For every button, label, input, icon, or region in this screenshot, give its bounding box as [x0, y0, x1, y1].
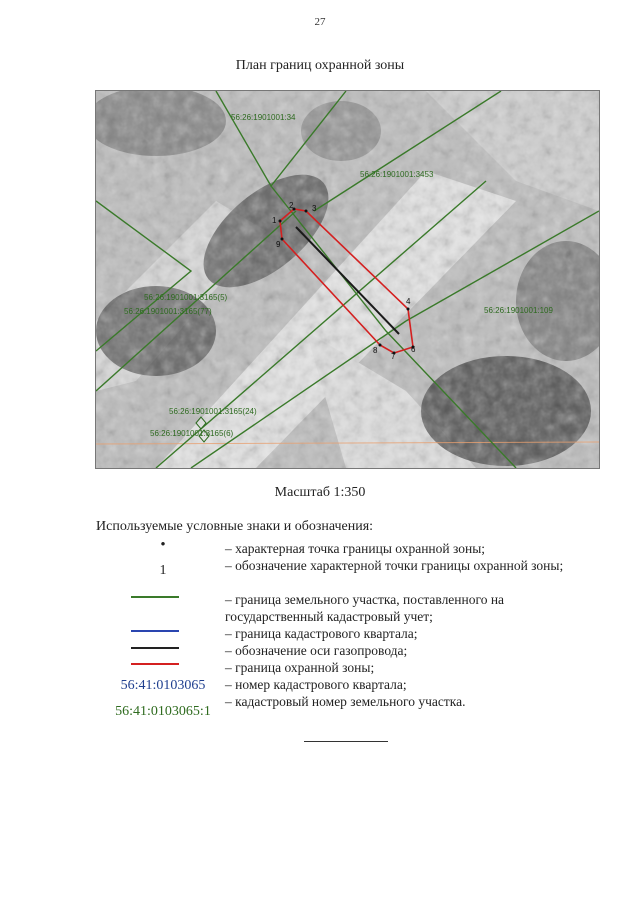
legend-parcel-boundary-line: [131, 596, 179, 598]
map-canvas: [96, 91, 599, 468]
point-label-7: 7: [391, 352, 396, 361]
parcel-label-5: 56:26:1901001:109: [484, 306, 553, 315]
point-label-2: 2: [289, 201, 294, 210]
parcel-label-3: 56:26:1901001:3165(5): [144, 293, 228, 302]
plan-title: План границ охранной зоны: [235, 58, 405, 73]
point-label-9: 9: [276, 240, 281, 249]
legend-quarter-number-sample: 56:41:0103065: [120, 678, 206, 693]
point-label-8: 8: [373, 346, 378, 355]
parcel-label-7: 56:26:1901001:3165(6): [150, 429, 234, 438]
closing-rule: [304, 741, 388, 742]
legend-quarter-boundary-line: [131, 630, 179, 632]
point-label-4: 4: [406, 297, 411, 306]
legend-parcel-number-sample: 56:41:0103065:1: [115, 704, 211, 719]
parcel-label-2: 56:26:1901001:3453: [360, 170, 434, 179]
legend-heading: Используемые условные знаки и обозначения:: [96, 519, 374, 534]
point-label-1: 1: [272, 216, 277, 225]
point-label-3: 3: [312, 204, 317, 213]
map-scale: Масштаб 1:350: [274, 485, 366, 500]
page-number: 27: [314, 16, 326, 28]
legend-pipeline-axis-line: [131, 647, 179, 649]
legend-item-protection-zone: – граница охранной зоны;: [225, 660, 375, 675]
legend-number-symbol: 1: [159, 563, 167, 578]
legend-item-point-number: – обозначение характерной точки границы охранной зоны;: [225, 558, 564, 573]
parcel-label-1: 56:26:1901001:34: [231, 113, 296, 122]
legend-item-quarter-number: – номер кадастрового квартала;: [225, 677, 407, 692]
point-label-6: 6: [411, 345, 416, 354]
legend-item-parcel-boundary: – граница земельного участка, поставленного на государственный кадастровый учет;: [225, 592, 505, 624]
legend-point-symbol: •: [160, 537, 166, 553]
legend-item-quarter-boundary: – граница кадастрового квартала;: [225, 626, 418, 641]
aerial-map: [95, 90, 600, 469]
legend-item-parcel-number: – кадастровый номер земельного участка.: [225, 694, 466, 709]
parcel-label-6: 56:26:1901001:3165(24): [169, 407, 257, 416]
legend-item-pipeline-axis: – обозначение оси газопровода;: [225, 643, 408, 658]
legend-item-point: – характерная точка границы охранной зоны;: [225, 541, 486, 556]
parcel-label-4: 56:26:1901001:3165(77): [124, 307, 212, 316]
legend-protection-zone-line: [131, 663, 179, 665]
